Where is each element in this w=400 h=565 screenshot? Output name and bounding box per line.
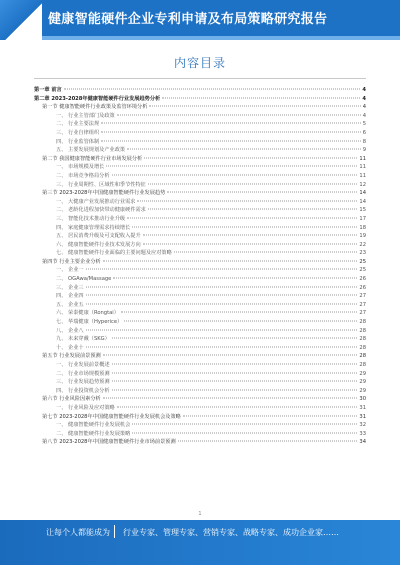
- toc-leader-dots: [103, 355, 358, 356]
- toc-entry-page: 4: [362, 87, 366, 93]
- toc-entry[interactable]: [34, 344, 366, 353]
- toc-entry-page: 31: [359, 413, 366, 420]
- toc-entry[interactable]: [34, 232, 366, 241]
- toc-entry-page: 4: [362, 104, 366, 111]
- toc-leader-dots: [149, 106, 360, 107]
- toc-entry-page: 12: [359, 181, 366, 188]
- toc-leader-dots: [143, 235, 358, 236]
- toc-leader-dots: [132, 424, 357, 425]
- toc-entry-title: 第三节 2023-2028年中国健康智能硬件行业发展趋势: [42, 190, 166, 197]
- toc-leader-dots: [101, 123, 361, 124]
- toc-entry-page: 15: [359, 207, 366, 214]
- toc-entry-page: 23: [359, 250, 366, 257]
- toc-entry[interactable]: [34, 249, 366, 258]
- toc-leader-dots: [112, 389, 358, 390]
- toc-entry-title: 五、 企业五: [56, 301, 84, 308]
- toc-entry-page: 28: [359, 336, 366, 343]
- toc-entry-page: 19: [359, 233, 366, 240]
- toc-entry-title: 第七节 2023-2028年中国健康智能硬件行业发展机会及策略: [42, 413, 181, 420]
- toc-leader-dots: [178, 441, 358, 442]
- toc-leader-dots: [86, 329, 358, 330]
- toc-entry-title: 二、 老龄化进程加快带动健康硬件需求: [56, 207, 146, 214]
- toc-entry-title: 一、 市场规模及增长: [56, 164, 105, 171]
- toc-entry-title: 四、 家庭健康管理需求持续增长: [56, 224, 131, 231]
- toc-entry-title: 八、 企业八: [56, 327, 84, 334]
- toc-entry-page: 11: [359, 155, 366, 162]
- heading-divider: [34, 78, 366, 79]
- toc-leader-dots: [86, 269, 358, 270]
- toc-entry[interactable]: [34, 327, 366, 336]
- toc-entry[interactable]: [34, 352, 366, 361]
- toc-entry[interactable]: [34, 378, 366, 387]
- toc-leader-dots: [112, 364, 358, 365]
- toc-leader-dots: [124, 321, 357, 322]
- toc-entry-page: 9: [362, 147, 366, 154]
- toc-leader-dots: [103, 260, 358, 261]
- toc-entry-title: 第六节 行业风险因素分析: [42, 396, 101, 403]
- toc-entry[interactable]: [34, 206, 366, 215]
- toc-leader-dots: [137, 200, 357, 201]
- toc-entry-page: 17: [359, 215, 366, 222]
- toc-entry-title: 十、 企业十: [56, 344, 84, 351]
- toc-leader-dots: [174, 252, 358, 253]
- toc-leader-dots: [143, 243, 358, 244]
- toc-entry-page: 30: [359, 396, 366, 403]
- toc-entry-page: 14: [359, 198, 366, 205]
- toc-entry-page: 11: [359, 164, 366, 171]
- toc-entry[interactable]: [34, 387, 366, 396]
- toc-entry-title: 一、 行业风险及应对策略: [56, 404, 115, 411]
- toc-entry-title: 七、 华瑞健康（Hyperice）: [56, 319, 123, 326]
- toc-entry-page: 27: [359, 293, 366, 300]
- toc-entry[interactable]: [34, 215, 366, 224]
- toc-entry[interactable]: [34, 86, 366, 95]
- document-title: 健康智能硬件企业专利申请及布局策略研究报告: [48, 12, 328, 27]
- toc-entry-title: 第一章 前言: [34, 87, 62, 93]
- footer-slogan: 让每个人都能成为: [46, 528, 110, 537]
- toc-entry[interactable]: [34, 146, 366, 155]
- toc-entry-title: 九、 未来穿戴（SKG）: [56, 336, 110, 343]
- toc-entry-title: 五、 居民消费升级及可支配收入提升: [56, 233, 141, 240]
- toc-leader-dots: [64, 89, 361, 90]
- toc-entry-page: 29: [359, 387, 366, 394]
- toc-entry-title: 第一节 健康智能硬件行业政策及监管环境分析: [42, 104, 148, 111]
- toc-entry[interactable]: [34, 163, 366, 172]
- toc-entry-title: 一、 行业主管部门及政策: [56, 112, 115, 119]
- toc-leader-dots: [86, 346, 358, 347]
- toc-entry-title: 四、 企业四: [56, 293, 84, 300]
- toc-entry[interactable]: [34, 318, 366, 327]
- toc-entry-page: 6: [362, 129, 366, 136]
- toc-entry[interactable]: [34, 404, 366, 413]
- toc-entry[interactable]: [34, 335, 366, 344]
- toc-leader-dots: [144, 157, 357, 158]
- toc-entry-title: 三、 企业三: [56, 284, 84, 291]
- toc-entry-title: 六、 荣泰健康（Rongtai）: [56, 310, 119, 317]
- toc-entry[interactable]: [34, 95, 366, 104]
- toc-entry-title: 第二章 2023-2028年健康智能硬件行业发展趋势分析: [34, 95, 161, 102]
- toc-leader-dots: [113, 278, 357, 279]
- toc-entry-title: 五、 主要发展规划及产业政策: [56, 147, 126, 154]
- toc-entry-page: 5: [362, 121, 366, 128]
- toc-leader-dots: [112, 174, 358, 175]
- toc-entry-title: 二、 行业主要法规: [56, 121, 100, 128]
- toc-leader-dots: [86, 295, 358, 296]
- toc-leader-dots: [101, 140, 361, 141]
- toc-entry[interactable]: [34, 120, 366, 129]
- toc-entry-title: 三、 行业周期性、区域性和季节性特征: [56, 181, 146, 188]
- toc-entry[interactable]: [34, 224, 366, 233]
- toc-entry-title: 三、 行业自律组织: [56, 129, 100, 136]
- toc-leader-dots: [117, 114, 361, 115]
- toc-entry[interactable]: [34, 181, 366, 190]
- toc-entry-title: 六、 健康智能硬件行业技术发展方向: [56, 241, 141, 248]
- page-number: 1: [198, 511, 202, 517]
- toc-entry[interactable]: [34, 258, 366, 267]
- toc-entry[interactable]: [34, 361, 366, 370]
- toc-entry-page: 25: [359, 258, 366, 265]
- toc-entry[interactable]: [34, 129, 366, 138]
- toc-entry-title: 二、 健康智能硬件行业发展策略: [56, 430, 131, 437]
- toc-leader-dots: [112, 372, 358, 373]
- toc-entry-title: 三、 行业发展趋势预测: [56, 379, 110, 386]
- toc-entry-title: 三、 智能化技术推动行业升级: [56, 215, 126, 222]
- toc-entry[interactable]: [34, 301, 366, 310]
- toc-leader-dots: [121, 312, 357, 313]
- toc-entry-page: 28: [359, 344, 366, 351]
- toc-entry-page: 26: [359, 276, 366, 283]
- toc-entry-page: 28: [359, 327, 366, 334]
- header-accent-stripe: [0, 36, 400, 40]
- toc-leader-dots: [112, 381, 358, 382]
- toc-leader-dots: [127, 149, 361, 150]
- toc-entry-page: 22: [359, 241, 366, 248]
- toc-leader-dots: [148, 183, 358, 184]
- toc-entry-page: 26: [359, 284, 366, 291]
- toc-heading: 内容目录: [173, 56, 226, 70]
- toc-leader-dots: [86, 303, 358, 304]
- toc-entry-page: 28: [359, 362, 366, 368]
- toc-entry[interactable]: [34, 189, 366, 198]
- toc-entry-page: 34: [359, 439, 366, 446]
- toc-entry[interactable]: [34, 438, 366, 447]
- toc-entry-page: 25: [359, 267, 366, 274]
- toc-entry[interactable]: [34, 421, 366, 430]
- toc-entry[interactable]: [34, 275, 366, 284]
- toc-entry-page: 4: [362, 95, 366, 102]
- toc-entry[interactable]: [34, 413, 366, 422]
- toc-entry-page: 28: [359, 353, 366, 360]
- toc-entry-title: 一、 大健康产业发展推动行业需求: [56, 198, 136, 205]
- toc-entry[interactable]: [34, 292, 366, 301]
- toc-entry-page: 28: [359, 319, 366, 326]
- toc-leader-dots: [132, 226, 357, 227]
- toc-entry[interactable]: [34, 309, 366, 318]
- toc-entry-page: 32: [359, 422, 366, 429]
- toc-leader-dots: [112, 338, 358, 339]
- toc-leader-dots: [106, 166, 357, 167]
- toc-entry[interactable]: [34, 138, 366, 147]
- toc-entry[interactable]: [34, 241, 366, 250]
- toc-entry[interactable]: [34, 370, 366, 379]
- toc-entry[interactable]: [34, 266, 366, 275]
- toc-entry-title: 四、 行业监管体制: [56, 138, 100, 145]
- toc-entry-page: 11: [359, 172, 366, 179]
- toc-entry-page: 27: [359, 310, 366, 317]
- toc-leader-dots: [86, 286, 358, 287]
- toc-entry[interactable]: [34, 198, 366, 207]
- toc-entry[interactable]: [34, 103, 366, 112]
- toc-entry-title: 二、 OGAwa/Massage: [56, 276, 112, 283]
- toc-leader-dots: [103, 398, 358, 399]
- footer-roles: 行业专家、管理专家、营销专家、战略专家、成功企业家……: [123, 528, 339, 537]
- toc-entry-title: 一、 企业一: [56, 267, 84, 274]
- toc-entry-page: 29: [359, 379, 366, 386]
- toc-entry-title: 第二节 我国健康智能硬件行业市场发展分析: [42, 155, 143, 162]
- toc-entry-title: 四、 行业投资机会分析: [56, 387, 110, 394]
- toc-entry-title: 第五节 行业发展前景预测: [42, 353, 101, 360]
- header-corner-decoration: [0, 0, 42, 40]
- toc-entry-title: 二、 行业市场规模预测: [56, 370, 110, 377]
- toc-entry-page: 29: [359, 370, 366, 377]
- toc-entry-page: 8: [362, 138, 366, 145]
- toc-entry-page: 31: [359, 404, 366, 411]
- toc-leader-dots: [101, 131, 361, 132]
- toc-entry-page: 4: [362, 112, 366, 119]
- toc-leader-dots: [148, 209, 358, 210]
- toc-entry[interactable]: [34, 112, 366, 121]
- toc-entry[interactable]: [34, 284, 366, 293]
- toc-leader-dots: [183, 415, 358, 416]
- toc-entry-title: 一、 行业发展前景概述: [56, 362, 110, 368]
- toc-entry[interactable]: [34, 430, 366, 439]
- toc-entry-title: 七、 健康智能硬件行业面临的主要问题及应对策略: [56, 250, 172, 257]
- toc-leader-dots: [162, 97, 360, 98]
- toc-entry-title: 一、 健康智能硬件行业发展机会: [56, 422, 131, 429]
- footer-divider: [114, 525, 115, 538]
- toc-entry-title: 第八节 2023-2028年中国健康智能硬件行业市场前景预测: [42, 439, 176, 446]
- toc-entry[interactable]: [34, 172, 366, 181]
- toc-entry-page: 27: [359, 301, 366, 308]
- table-of-contents: [34, 86, 366, 447]
- toc-entry[interactable]: [34, 395, 366, 404]
- toc-leader-dots: [132, 432, 357, 433]
- toc-leader-dots: [167, 192, 357, 193]
- toc-leader-dots: [127, 217, 357, 218]
- toc-entry-title: 第四节 行业主要企业分析: [42, 258, 101, 265]
- toc-entry[interactable]: [34, 155, 366, 164]
- toc-entry-page: 18: [359, 224, 366, 231]
- toc-entry-page: 33: [359, 430, 366, 437]
- toc-entry-page: 14: [359, 190, 366, 197]
- toc-leader-dots: [117, 406, 358, 407]
- toc-entry-title: 二、 市场竞争格局分析: [56, 172, 110, 179]
